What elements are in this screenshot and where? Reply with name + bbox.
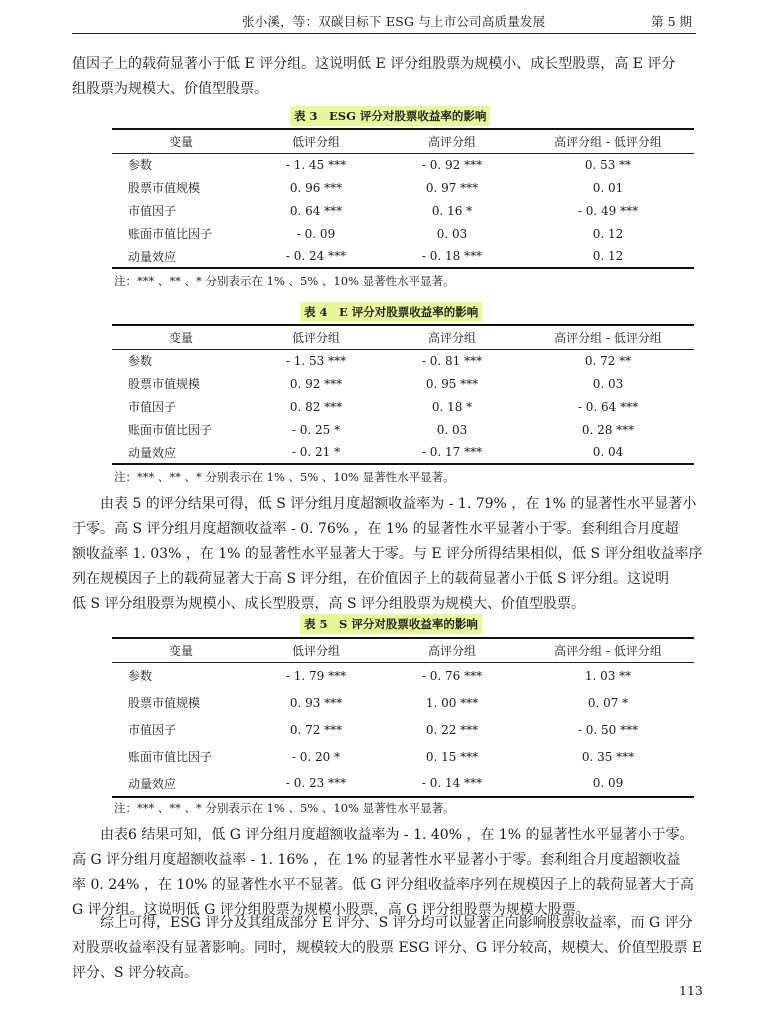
table-row: [112, 418, 694, 441]
text-line: 额收益率 1. 03% ，在 1% 的显著性水平显著大于零。与 E 评分所得结果相似，低 S 评分组收益率序: [72, 546, 703, 562]
table-cell: 0. 96 ***: [289, 180, 343, 195]
running-header: [72, 10, 696, 34]
text-line: 列在规模因子上的载荷显著大于高 S 评分组，在价值因子上的载荷显著小于低 S 评分组。这说明: [72, 571, 669, 587]
table-cell: 0. 01: [592, 180, 624, 195]
table-cell: - 0. 09: [296, 226, 336, 241]
text-line: 值因子上的载荷显著小于低 E 评分组。这说明低 E 评分组股票为规模小、成长型股票，高 E 评分: [72, 56, 676, 72]
table-cell: - 0. 92 ***: [421, 157, 483, 172]
table-cell: 0. 97 ***: [425, 180, 479, 195]
table-4-note: 注：*** 、** 、* 分别表示在 1% 、5% 、10% 显著性水平显著。: [114, 470, 455, 484]
table-3-note: 注：*** 、** 、* 分别表示在 1% 、5% 、10% 显著性水平显著。: [114, 274, 455, 288]
column-header: 变量: [112, 325, 250, 349]
text-line: 综上可得，ESG 评分及其组成部分 E 评分、S 评分均可以显著正向影响股票收益率，而 G 评分: [100, 915, 693, 931]
table-cell: 0. 72 **: [584, 353, 632, 368]
table-cell: 0. 92 ***: [289, 376, 343, 391]
table-3: [112, 128, 694, 269]
table-header-row: [112, 129, 694, 153]
table-row: [112, 153, 694, 176]
table-5: [112, 637, 694, 798]
table-cell: 0. 03: [436, 422, 468, 437]
table-cell: 0. 12: [592, 226, 624, 241]
table-cell: 0. 07 *: [587, 695, 629, 710]
table-header-row: [112, 638, 694, 662]
column-header: 高评分组: [382, 638, 522, 662]
column-header: 高评分组 - 低评分组: [522, 129, 694, 153]
issue-number: 第 5 期: [651, 14, 692, 29]
paragraph-summary: [72, 911, 702, 986]
table-cell: - 0. 24 ***: [250, 245, 382, 268]
table-cell: 账面市值比因子: [128, 227, 213, 241]
running-header-title: 张小溪，等：双碳目标下 ESG 与上市公司高质量发展: [242, 14, 546, 29]
table-row: [112, 176, 694, 199]
table-cell: 动量效应: [112, 245, 250, 268]
paragraph-e-conclusion: [72, 52, 702, 102]
table-row: [112, 662, 694, 689]
table-row: [112, 743, 694, 770]
text-line: 对股票收益率没有显著影响。同时，规模较大的股票 ESG 评分、G 评分较高，规模大、价值型股票 E: [72, 940, 703, 956]
table-cell: 0. 18 *: [431, 399, 473, 414]
table-cell: - 0. 17 ***: [382, 441, 522, 464]
table-row: [112, 441, 694, 464]
table-3-caption: 表 3 ESG 评分对股票收益率的影响: [290, 106, 490, 126]
column-header: 变量: [112, 638, 250, 662]
text-line: 由表 5 的评分结果可得，低 S 评分组月度超额收益率为 - 1. 79% ，在 1% 的显著性水平显著小: [100, 496, 697, 512]
table-cell: 0. 64 ***: [289, 203, 343, 218]
column-header: 高评分组: [382, 325, 522, 349]
table-cell: - 1. 45 ***: [285, 157, 347, 172]
table-cell: 账面市值比因子: [128, 423, 213, 437]
table-cell: - 0. 23 ***: [250, 770, 382, 797]
table-cell: 股票市值规模: [128, 696, 201, 710]
paragraph-g-results: [72, 823, 702, 923]
table-cell: 参数: [128, 158, 153, 173]
table-cell: 0. 03: [436, 226, 468, 241]
table-row: [112, 199, 694, 222]
paragraph-s-results: [72, 492, 702, 617]
table-cell: - 1. 53 ***: [285, 353, 347, 368]
text-line: 率 0. 24% ，在 10% 的显著性水平不显著。低 G 评分组收益率序列在规模因子上的载荷显著大于高: [72, 877, 694, 893]
table-cell: - 0. 14 ***: [382, 770, 522, 797]
table-cell: - 0. 64 ***: [577, 399, 639, 414]
column-header: 高评分组: [382, 129, 522, 153]
table-row: [112, 349, 694, 372]
table-4-caption: 表 4 E 评分对股票收益率的影响: [300, 302, 482, 322]
table-cell: - 0. 76 ***: [421, 668, 483, 683]
table-cell: 市值因子: [128, 723, 177, 737]
table-cell: 0. 04: [522, 441, 694, 464]
page-number: 113: [679, 983, 703, 998]
table-cell: 0. 95 ***: [425, 376, 479, 391]
table-cell: 参数: [128, 354, 153, 369]
column-header: 变量: [112, 129, 250, 153]
table-cell: 动量效应: [112, 441, 250, 464]
column-header: 低评分组: [250, 129, 382, 153]
table-cell: 0. 03: [592, 376, 624, 391]
column-header: 低评分组: [250, 638, 382, 662]
text-line: 评分、S 评分较高。: [72, 965, 199, 981]
table-cell: 股票市值规模: [128, 377, 201, 391]
table-5-note: 注：*** 、** 、* 分别表示在 1% 、5% 、10% 显著性水平显著。: [114, 801, 455, 815]
table-cell: - 1. 79 ***: [285, 668, 347, 683]
text-line: 于零。高 S 评分组月度超额收益率 - 0. 76% ，在 1% 的显著性水平显著小于零。套利组合月度超: [72, 521, 679, 537]
table-cell: 0. 22 ***: [425, 722, 479, 737]
table-cell: 0. 53 **: [584, 157, 632, 172]
table-cell: - 0. 81 ***: [421, 353, 483, 368]
table-5-caption: 表 5 S 评分对股票收益率的影响: [300, 614, 482, 634]
table-cell: 0. 35 ***: [581, 749, 635, 764]
table-row: [112, 395, 694, 418]
table-cell: - 0. 25 *: [291, 422, 341, 437]
table-row: [112, 245, 694, 268]
column-header: 高评分组 - 低评分组: [522, 638, 694, 662]
table-cell: 0. 93 ***: [289, 695, 343, 710]
text-line: 组股票为规模大、价值型股票。: [72, 81, 268, 97]
table-cell: 股票市值规模: [128, 181, 201, 195]
table-cell: - 0. 49 ***: [577, 203, 639, 218]
table-cell: 参数: [128, 669, 153, 684]
text-line: 低 S 评分组股票为规模小、成长型股票，高 S 评分组股票为规模大、价值型股票。: [72, 596, 585, 612]
table-row: [112, 716, 694, 743]
table-4: [112, 324, 694, 465]
table-cell: 账面市值比因子: [128, 750, 213, 764]
table-cell: 市值因子: [128, 204, 177, 218]
text-line: 高 G 评分组月度超额收益率 - 1. 16% ，在 1% 的显著性水平显著小于零。套利组合月度超额收益: [72, 852, 681, 868]
table-cell: 市值因子: [128, 400, 177, 414]
table-cell: - 0. 20 *: [291, 749, 341, 764]
table-cell: - 0. 50 ***: [577, 722, 639, 737]
table-row: [112, 770, 694, 797]
table-cell: 0. 28 ***: [581, 422, 635, 437]
table-cell: 动量效应: [112, 770, 250, 797]
table-cell: - 0. 21 *: [250, 441, 382, 464]
table-cell: 0. 82 ***: [289, 399, 343, 414]
text-line: G 评分组。这说明低 G 评分组股票为规模小股票，高 G 评分组股票为规模大股票。: [72, 902, 590, 918]
text-line: 由表6 结果可知，低 G 评分组月度超额收益率为 - 1. 40% ，在 1% 的显著性水平显著小于零。: [100, 827, 694, 843]
table-cell: 1. 03 **: [584, 668, 632, 683]
table-row: [112, 689, 694, 716]
column-header: 高评分组 - 低评分组: [522, 325, 694, 349]
table-cell: 0. 09: [522, 770, 694, 797]
table-cell: 1. 00 ***: [425, 695, 479, 710]
table-cell: 0. 12: [522, 245, 694, 268]
table-cell: 0. 15 ***: [425, 749, 479, 764]
table-row: [112, 372, 694, 395]
table-cell: 0. 72 ***: [289, 722, 343, 737]
table-cell: 0. 16 *: [431, 203, 473, 218]
table-header-row: [112, 325, 694, 349]
column-header: 低评分组: [250, 325, 382, 349]
table-row: [112, 222, 694, 245]
table-cell: - 0. 18 ***: [382, 245, 522, 268]
